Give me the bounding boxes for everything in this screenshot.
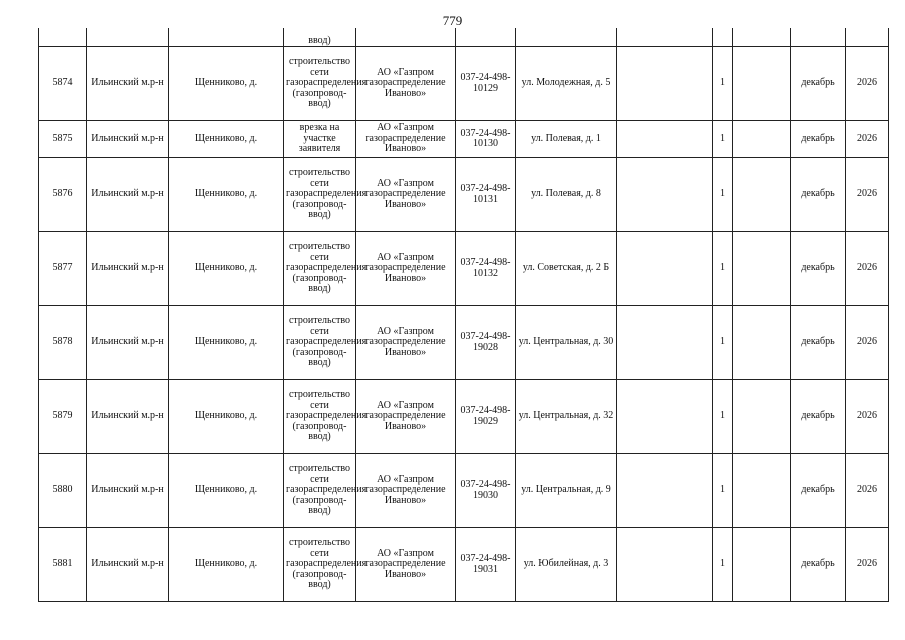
empty-cell: [617, 158, 713, 232]
address-cell: ул. Центральная, д. 30: [516, 306, 617, 380]
year-cell: 2026: [846, 121, 889, 158]
gasification-plan-table: [38, 28, 889, 602]
empty-cell: [733, 47, 791, 121]
table-row: [39, 380, 889, 454]
work-type-cell: строительство сети газораспределения (газопровод-ввод): [284, 232, 356, 306]
organization-cell: АО «Газпром газораспределение Иваново»: [356, 528, 456, 602]
work-type-cell: ввод): [284, 28, 356, 47]
month-cell: декабрь: [791, 232, 846, 306]
settlement-cell: Щенниково, д.: [169, 158, 284, 232]
month-cell: декабрь: [791, 380, 846, 454]
address-cell: ул. Центральная, д. 9: [516, 454, 617, 528]
month-cell: декабрь: [791, 454, 846, 528]
address-cell: ул. Полевая, д. 8: [516, 158, 617, 232]
object-code-cell: 037-24-498-19029: [456, 380, 516, 454]
organization-cell: АО «Газпром газораспределение Иваново»: [356, 232, 456, 306]
address-cell: ул. Центральная, д. 32: [516, 380, 617, 454]
empty-cell: [617, 47, 713, 121]
address-cell: ул. Полевая, д. 1: [516, 121, 617, 158]
object-code-cell: 037-24-498-10131: [456, 158, 516, 232]
quantity-cell: 1: [713, 306, 733, 380]
year-cell: 2026: [846, 158, 889, 232]
row-number-cell: 5879: [39, 380, 87, 454]
settlement-cell: Щенниково, д.: [169, 232, 284, 306]
page-number: 779: [442, 13, 463, 28]
district-cell: Ильинский м.р-н: [87, 232, 169, 306]
work-type-cell: врезка на участке заявителя: [284, 121, 356, 158]
table-row: [39, 306, 889, 380]
object-code-cell: 037-24-498-10129: [456, 47, 516, 121]
settlement-cell: Щенниково, д.: [169, 121, 284, 158]
month-cell: декабрь: [791, 47, 846, 121]
object-code-cell: 037-24-498-19031: [456, 528, 516, 602]
year-cell: 2026: [846, 454, 889, 528]
empty-cell: [733, 158, 791, 232]
row-number-cell: 5877: [39, 232, 87, 306]
object-code-cell: 037-24-498-10130: [456, 121, 516, 158]
row-number-cell: 5874: [39, 47, 87, 121]
settlement-cell: Щенниково, д.: [169, 528, 284, 602]
settlement-cell: Щенниково, д.: [169, 306, 284, 380]
table-row: [39, 47, 889, 121]
district-cell: Ильинский м.р-н: [87, 528, 169, 602]
table-row: [39, 454, 889, 528]
table-row: [39, 528, 889, 602]
organization-cell: АО «Газпром газораспределение Иваново»: [356, 306, 456, 380]
object-code-cell: 037-24-498-19028: [456, 306, 516, 380]
row-number-cell: 5881: [39, 528, 87, 602]
empty-cell: [617, 232, 713, 306]
row-number-cell: 5878: [39, 306, 87, 380]
object-code-cell: 037-24-498-19030: [456, 454, 516, 528]
work-type-cell: строительство сети газораспределения (газопровод-ввод): [284, 380, 356, 454]
empty-cell: [617, 380, 713, 454]
quantity-cell: 1: [713, 380, 733, 454]
year-cell: 2026: [846, 528, 889, 602]
work-type-cell: строительство сети газораспределения (газопровод-ввод): [284, 528, 356, 602]
quantity-cell: 1: [713, 121, 733, 158]
work-type-cell: строительство сети газораспределения (газопровод-ввод): [284, 454, 356, 528]
organization-cell: АО «Газпром газораспределение Иваново»: [356, 158, 456, 232]
district-cell: Ильинский м.р-н: [87, 158, 169, 232]
table-row: [39, 158, 889, 232]
work-type-cell: строительство сети газораспределения (газопровод-ввод): [284, 306, 356, 380]
address-cell: ул. Молодежная, д. 5: [516, 47, 617, 121]
table-row: [39, 121, 889, 158]
table-row: [39, 232, 889, 306]
row-number-cell: 5880: [39, 454, 87, 528]
quantity-cell: 1: [713, 232, 733, 306]
quantity-cell: 1: [713, 528, 733, 602]
quantity-cell: 1: [713, 47, 733, 121]
district-cell: Ильинский м.р-н: [87, 306, 169, 380]
quantity-cell: 1: [713, 454, 733, 528]
year-cell: 2026: [846, 380, 889, 454]
month-cell: декабрь: [791, 121, 846, 158]
district-cell: Ильинский м.р-н: [87, 121, 169, 158]
year-cell: 2026: [846, 306, 889, 380]
empty-cell: [733, 528, 791, 602]
settlement-cell: Щенниково, д.: [169, 380, 284, 454]
district-cell: Ильинский м.р-н: [87, 380, 169, 454]
address-cell: ул. Советская, д. 2 Б: [516, 232, 617, 306]
month-cell: декабрь: [791, 158, 846, 232]
work-type-cell: строительство сети газораспределения (газопровод-ввод): [284, 158, 356, 232]
row-number-cell: 5875: [39, 121, 87, 158]
row-number-cell: 5876: [39, 158, 87, 232]
table-row-continued: [39, 28, 889, 47]
month-cell: декабрь: [791, 306, 846, 380]
organization-cell: АО «Газпром газораспределение Иваново»: [356, 380, 456, 454]
empty-cell: [617, 306, 713, 380]
settlement-cell: Щенниково, д.: [169, 47, 284, 121]
empty-cell: [617, 528, 713, 602]
district-cell: Ильинский м.р-н: [87, 454, 169, 528]
empty-cell: [733, 454, 791, 528]
district-cell: Ильинский м.р-н: [87, 47, 169, 121]
year-cell: 2026: [846, 47, 889, 121]
settlement-cell: Щенниково, д.: [169, 454, 284, 528]
empty-cell: [617, 121, 713, 158]
empty-cell: [733, 121, 791, 158]
empty-cell: [733, 380, 791, 454]
organization-cell: АО «Газпром газораспределение Иваново»: [356, 121, 456, 158]
empty-cell: [733, 232, 791, 306]
address-cell: ул. Юбилейная, д. 3: [516, 528, 617, 602]
empty-cell: [733, 306, 791, 380]
organization-cell: АО «Газпром газораспределение Иваново»: [356, 47, 456, 121]
quantity-cell: 1: [713, 158, 733, 232]
work-type-cell: строительство сети газораспределения (газопровод-ввод): [284, 47, 356, 121]
object-code-cell: 037-24-498-10132: [456, 232, 516, 306]
month-cell: декабрь: [791, 528, 846, 602]
empty-cell: [617, 454, 713, 528]
year-cell: 2026: [846, 232, 889, 306]
organization-cell: АО «Газпром газораспределение Иваново»: [356, 454, 456, 528]
